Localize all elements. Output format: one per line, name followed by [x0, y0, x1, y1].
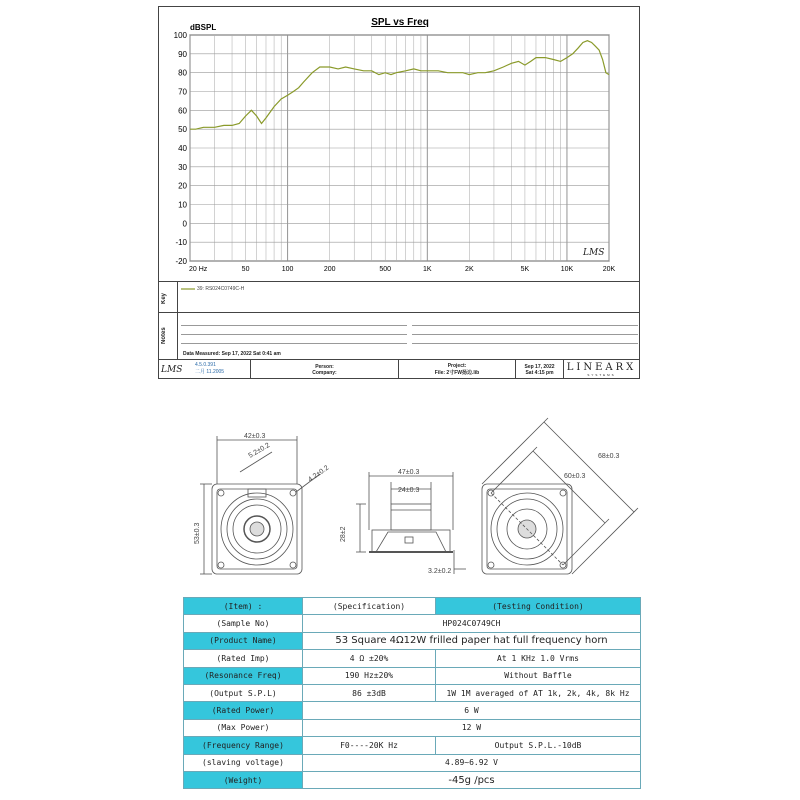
front-view: [200, 436, 320, 574]
x-tick-label: 1K: [423, 266, 432, 273]
report-footer: [159, 359, 639, 379]
spec-value: 86 ±3dB: [303, 684, 436, 701]
spec-value: 12 W: [303, 719, 641, 736]
spec-row: [184, 667, 641, 684]
spec-item: (Product Name): [184, 632, 303, 649]
y-tick-label: 20: [178, 181, 187, 191]
x-tick-label: 200: [323, 266, 336, 273]
y-tick-label: 10: [178, 200, 187, 210]
company: Company:: [312, 369, 337, 376]
y-tick-label: 30: [178, 162, 187, 172]
spec-value: 190 Hz±20%: [303, 667, 436, 684]
data-measured: Data Measured: Sep 17, 2022 Sat 0:41 am: [183, 351, 281, 357]
y-axis-label: dBSPL: [190, 23, 217, 32]
person: Person:: [315, 363, 334, 370]
brand-sub: SYSTEMS: [587, 373, 616, 377]
x-tick-label: 50: [241, 266, 250, 273]
header-spec: (Specification): [303, 598, 436, 615]
x-tick-label: 20 Hz: [189, 266, 208, 273]
spec-item: (Max Power): [184, 719, 303, 736]
spec-condition: Output S.P.L.-10dB: [436, 737, 641, 754]
dim-side-magnet: 24±0.3: [398, 487, 420, 494]
dim-back-diag-inner: 60±0.3: [564, 473, 586, 480]
spec-item: (Rated Imp): [184, 650, 303, 667]
y-tick-label: 80: [178, 68, 187, 78]
report-date: Sep 17, 2022: [524, 363, 555, 370]
spec-item: (Sample No): [184, 615, 303, 632]
project: Project:: [447, 363, 467, 369]
dim-front-width: 42±0.3: [244, 433, 266, 440]
header-item: (Item) :: [184, 598, 303, 615]
lms-logo: LMS: [161, 364, 183, 375]
dim-front-hole: 4.2±0.2: [307, 464, 331, 484]
y-tick-label: 60: [178, 106, 187, 116]
spec-item: (Output S.P.L): [184, 684, 303, 701]
spec-condition: 1W 1M averaged of AT 1k, 2k, 4k, 8k Hz: [436, 684, 641, 701]
dim-side-flange: 3.2±0.2: [428, 568, 452, 575]
dim-front-slot: 5.2±0.2: [247, 442, 272, 460]
report-time: Sat 4:15 pm: [525, 369, 554, 376]
spec-item: (Rated Power): [184, 702, 303, 719]
dim-front-height: 53±0.3: [194, 522, 201, 544]
spec-value: 4 Ω ±20%: [303, 650, 436, 667]
x-tick-label: 500: [379, 266, 392, 273]
y-tick-label: -10: [175, 238, 187, 248]
spec-item: (slaving voltage): [184, 754, 303, 771]
x-tick-label: 2K: [465, 266, 474, 273]
spec-row: [184, 615, 641, 632]
spec-condition: Without Baffle: [436, 667, 641, 684]
notes-section: [159, 312, 639, 359]
spec-item: (Frequency Range): [184, 737, 303, 754]
spec-header-row: [184, 598, 641, 615]
x-tick-label: 5K: [520, 266, 530, 273]
version: 4.5.0.391: [195, 362, 216, 368]
file-name: File: 2寸FW扬边.lib: [434, 370, 480, 376]
y-tick-label: 50: [178, 125, 187, 135]
dim-back-diag-outer: 68±0.3: [598, 453, 620, 460]
spec-table: [183, 597, 641, 789]
x-tick-label: 100: [281, 266, 294, 273]
spec-item: (Weight): [184, 771, 303, 788]
dimension-drawings: [160, 412, 660, 587]
back-view: [482, 418, 638, 574]
chart-title: SPL vs Freq: [371, 17, 429, 28]
spec-row: [184, 771, 641, 788]
spl-chart: [159, 7, 641, 282]
spec-value: -45g /pcs: [303, 771, 641, 788]
spec-condition: At 1 KHz 1.0 Vrms: [436, 650, 641, 667]
legend-entry: 39: RS024C0749C-H: [197, 286, 245, 292]
spec-row: [184, 684, 641, 701]
spec-row: [184, 719, 641, 736]
spec-row: [184, 702, 641, 719]
dim-side-depth: 28±2: [340, 526, 347, 542]
spec-value: 53 Square 4Ω12W frilled paper hat full frequency horn: [303, 632, 641, 649]
spec-row: [184, 650, 641, 667]
y-tick-label: 0: [182, 219, 187, 229]
spec-value: 4.89~6.92 V: [303, 754, 641, 771]
y-tick-label: 40: [178, 144, 187, 153]
key-label: Key: [161, 292, 167, 304]
spec-row: [184, 737, 641, 754]
dim-side-width: 47±0.3: [398, 469, 420, 476]
spec-value: 6 W: [303, 702, 641, 719]
x-tick-label: 10K: [560, 266, 574, 273]
lms-watermark: LMS: [583, 248, 605, 258]
spec-row: [184, 632, 641, 649]
lms-report: [158, 6, 640, 379]
spec-value: HP024C0749CH: [303, 615, 641, 632]
spec-row: [184, 754, 641, 771]
header-cond: (Testing Condition): [436, 598, 641, 615]
y-tick-label: 70: [178, 87, 187, 97]
y-tick-label: -20: [175, 257, 187, 266]
brand-logo: LINEARX: [566, 362, 637, 373]
y-tick-label: 90: [178, 49, 187, 59]
legend-swatch: [181, 287, 195, 291]
key-section: [159, 281, 639, 312]
x-tick-label: 20K: [602, 266, 616, 273]
y-tick-label: 100: [173, 31, 187, 40]
notes-label: Notes: [161, 327, 167, 345]
spec-item: (Resonance Freq): [184, 667, 303, 684]
version-date: 二月 11.2005: [195, 369, 225, 375]
spec-value: F0----20K Hz: [303, 737, 436, 754]
